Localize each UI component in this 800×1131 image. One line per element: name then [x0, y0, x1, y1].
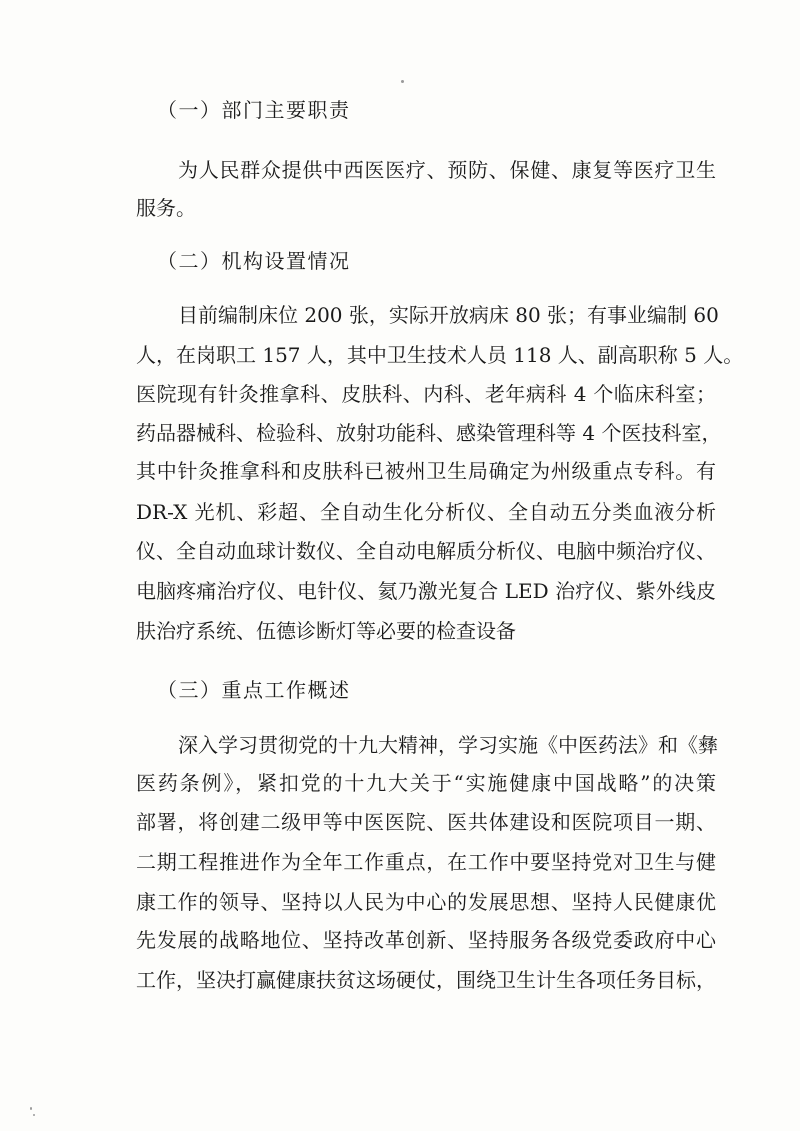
- paragraph-line: 工作，坚决打赢健康扶贫这场硬仗，围绕卫生计生各项任务目标，: [136, 968, 716, 992]
- paragraph-line: 药品器械科、检验科、放射功能科、感染管理科等 4 个医技科室，: [136, 421, 722, 445]
- paragraph-line: DR-X 光机、彩超、全自动生化分析仪、全自动五分类血液分析: [136, 500, 716, 524]
- paragraph-line: 仪、全自动血球计数仪、全自动电解质分析仪、电脑中频治疗仪、: [136, 539, 716, 563]
- section-heading-key-work: （三）重点工作概述: [157, 678, 351, 702]
- section-heading-duties: （一）部门主要职责: [157, 98, 351, 122]
- paragraph-line: 为人民群众提供中西医医疗、预防、保健、康复等医疗卫生: [178, 158, 716, 182]
- paragraph-line: 深入学习贯彻党的十九大精神，学习实施《中医药法》和《彝: [178, 733, 718, 757]
- paragraph-line: 二期工程推进作为全年工作重点，在工作中要坚持党对卫生与健: [136, 850, 716, 874]
- paragraph-line: 服务。: [136, 196, 196, 220]
- paragraph-line: 康工作的领导、坚持以人民为中心的发展思想、坚持人民健康优: [136, 890, 716, 914]
- paragraph-line: 电脑疼痛治疗仪、电针仪、氦乃激光复合 LED 治疗仪、紫外线皮: [136, 579, 716, 603]
- paragraph-line: 其中针灸推拿科和皮肤科已被州卫生局确定为州级重点专科。有: [136, 459, 716, 483]
- paragraph-line: 部署，将创建二级甲等中医医院、医共体建设和医院项目一期、: [136, 810, 716, 834]
- section-heading-organization: （二）机构设置情况: [157, 249, 351, 273]
- paragraph-line: 目前编制床位 200 张，实际开放病床 80 张；有事业编制 60: [178, 303, 719, 327]
- paragraph-line: 肤治疗系统、伍德诊断灯等必要的检查设备: [136, 619, 516, 643]
- scan-speck: [33, 1114, 35, 1116]
- paragraph-line: 医院现有针灸推拿科、皮肤科、内科、老年病科 4 个临床科室；: [136, 382, 716, 406]
- paragraph-line: 医药条例》，紧扣党的十九大关于“实施健康中国战略”的决策: [136, 771, 716, 795]
- scan-speck: [401, 80, 404, 83]
- paragraph-line: 人，在岗职工 157 人，其中卫生技术人员 118 人、副高职称 5 人。: [136, 343, 744, 367]
- paragraph-line: 先发展的战略地位、坚持改革创新、坚持服务各级党委政府中心: [136, 928, 716, 952]
- scan-speck: [30, 1107, 32, 1110]
